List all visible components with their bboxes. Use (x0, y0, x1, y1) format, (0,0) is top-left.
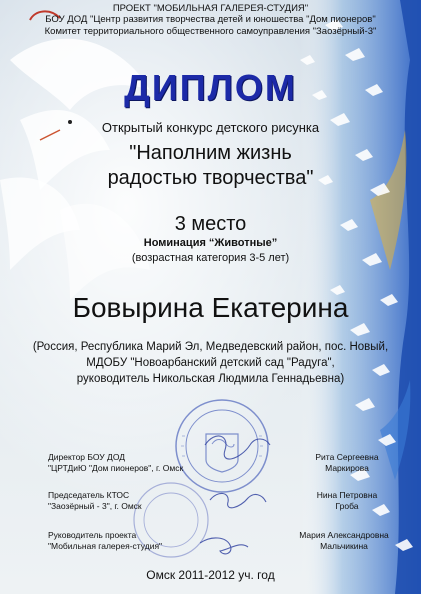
organizer-header-line: БОУ ДОД "Центр развития творчества детей и юношества "Дом пионеров" (45, 14, 376, 25)
signature-3-organization: "Мобильная галерея-студия" (48, 541, 163, 551)
winner-institution: МДОБУ "Новоарбанский детский сад "Радуга", (86, 357, 335, 369)
signature-1-organization: "ЦРТДиЮ "Дом пионеров", г. Омск (48, 463, 184, 473)
signature-2-first-name: Нина Петровна (316, 490, 378, 500)
signature-3-title: Руководитель проекта (48, 530, 137, 540)
award-place: 3 место (174, 213, 247, 235)
signature-1-surname: Маркирова (325, 463, 369, 473)
signature-2-surname: Гроба (335, 501, 359, 511)
diploma-title: ДИПЛОМ (124, 67, 297, 108)
contest-name-line1: "Наполним жизнь (129, 142, 292, 164)
signature-2-title: Председатель КТОС (48, 490, 130, 500)
nomination: Номинация “Животные” (143, 237, 278, 249)
signature-1-first-name: Рита Сергеевна (315, 452, 379, 462)
project-header-line: ПРОЕКТ "МОБИЛЬНАЯ ГАЛЕРЕЯ-СТУДИЯ" (112, 3, 309, 14)
age-category: (возрастная категория 3-5 лет) (131, 252, 290, 264)
footer-city-year: Омск 2011-2012 уч. год (146, 568, 275, 582)
winner-name: Бовырина Екатерина (72, 292, 349, 323)
committee-header-line: Комитет территориального общественного самоуправления "Заозёрный-3" (44, 26, 377, 37)
signature-3-surname: Мальчикина (320, 541, 368, 551)
signature-2-organization: "Заозёрный - 3", г. Омск (48, 501, 142, 511)
signature-3-first-name: Мария Александровна (299, 530, 389, 540)
winner-supervisor: руководитель Никольская Людмила Геннадьевна) (76, 373, 345, 385)
signature-1-title: Директор БОУ ДОД (48, 452, 125, 462)
contest-name-line2: радостью творчества" (107, 167, 314, 189)
winner-location: (Россия, Республика Марий Эл, Медведевский район, пос. Новый, (32, 341, 389, 353)
contest-type: Открытый конкурс детского рисунка (101, 120, 320, 135)
